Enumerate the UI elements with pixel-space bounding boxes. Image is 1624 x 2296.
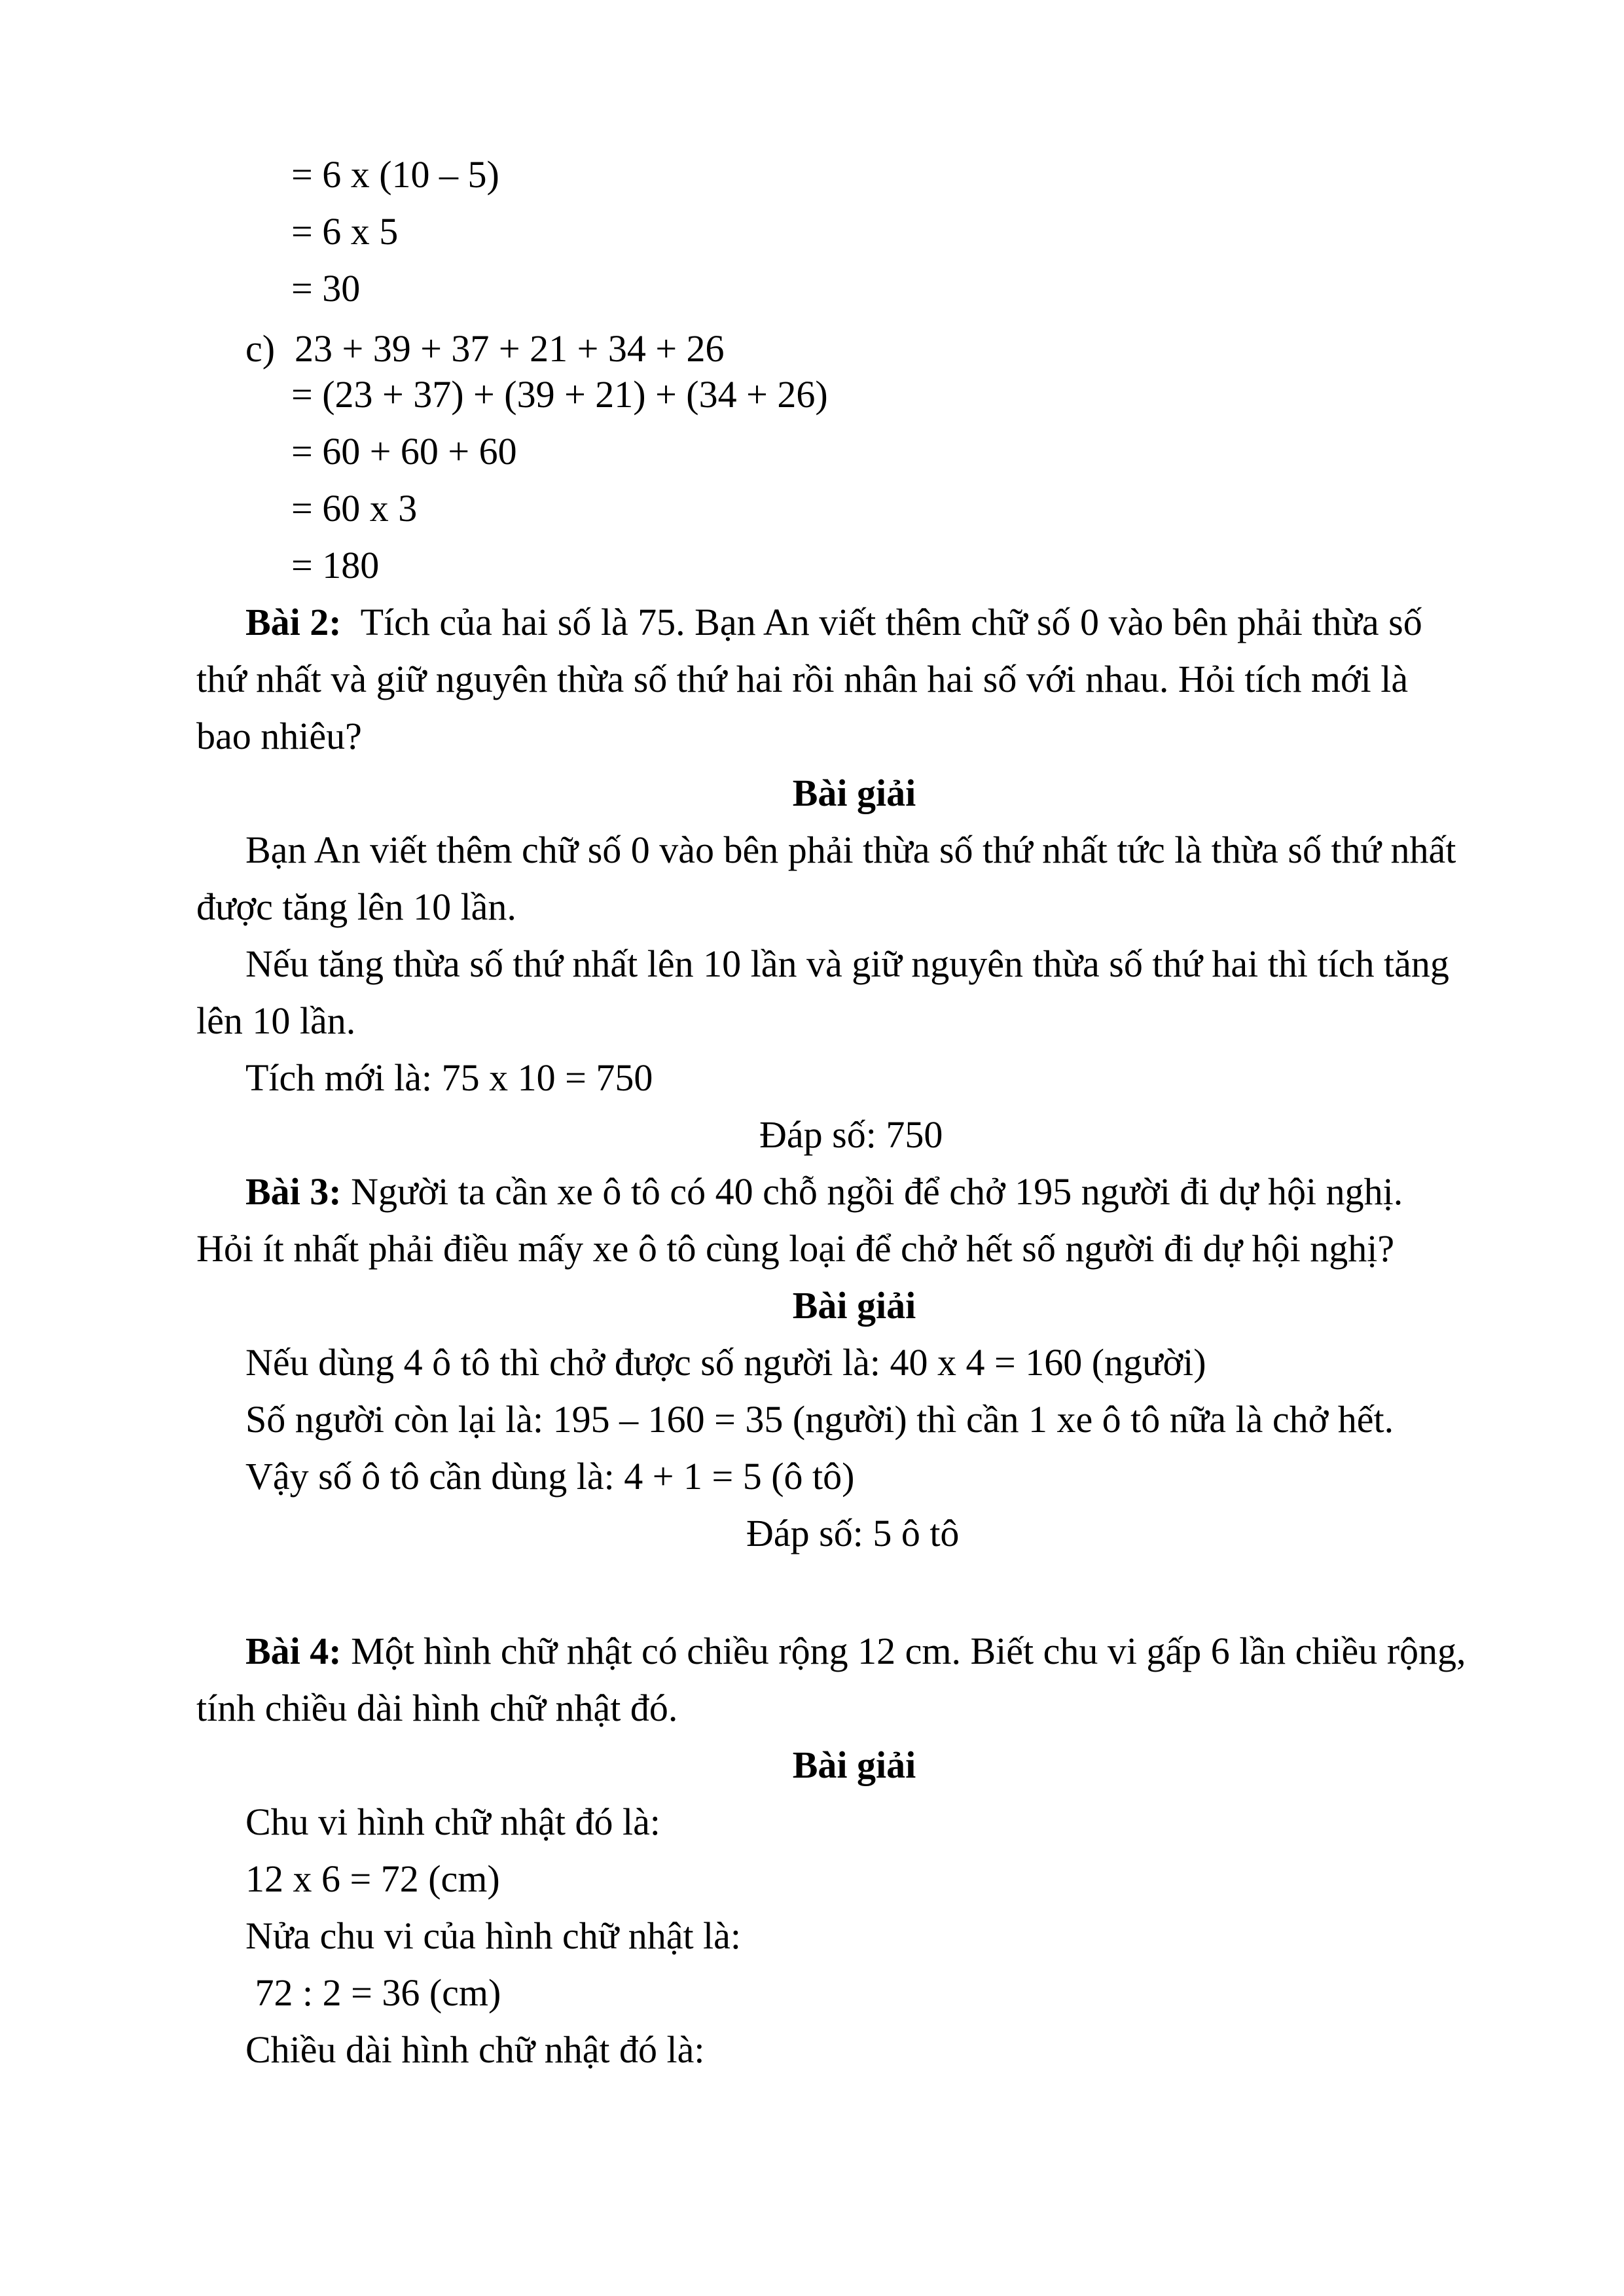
part-c-step-2: = 60 + 60 + 60	[291, 430, 517, 473]
bai3-solution-heading: Bài giải	[792, 1284, 916, 1327]
bai3-title: Bài 3:	[245, 1170, 342, 1213]
bai4-solution-line-5: Chiều dài hình chữ nhật đó là:	[245, 2028, 705, 2071]
bai4-question-line-2: tính chiều dài hình chữ nhật đó.	[196, 1687, 678, 1729]
part-b-step-1: = 6 x (10 – 5)	[291, 153, 499, 196]
bai3-solution-line-3: Vậy số ô tô cần dùng là: 4 + 1 = 5 (ô tô)	[245, 1455, 855, 1498]
bai3-question-text-1: Người ta cần xe ô tô có 40 chỗ ngồi để chở 195 người đi dự hội nghị.	[351, 1170, 1403, 1213]
bai2-solution-line-2: được tăng lên 10 lần.	[196, 886, 516, 928]
bai3-answer: Đáp số: 5 ô tô	[746, 1512, 960, 1554]
bai2-answer: Đáp số: 750	[759, 1113, 943, 1156]
part-c-step-3: = 60 x 3	[291, 487, 418, 529]
part-b-step-3: = 30	[291, 267, 361, 310]
part-c-step-4: = 180	[291, 544, 380, 586]
bai4-title: Bài 4:	[245, 1630, 342, 1672]
bai2-solution-line-4: lên 10 lần.	[196, 999, 356, 1042]
bai2-title: Bài 2:	[245, 601, 342, 643]
bai2-solution-line-1: Bạn An viết thêm chữ số 0 vào bên phải thừa số thứ nhất tức là thừa số thứ nhất	[245, 829, 1456, 871]
bai4-question-line-1	[245, 1628, 1466, 1674]
bai4-solution-line-4: 72 : 2 = 36 (cm)	[245, 1971, 501, 2014]
bai3-question-line-1	[245, 1169, 1403, 1215]
bai4-solution-line-3: Nửa chu vi của hình chữ nhật là:	[245, 1914, 742, 1957]
bai2-solution-heading: Bài giải	[792, 772, 916, 814]
part-c-step-1: = (23 + 37) + (39 + 21) + (34 + 26)	[291, 373, 828, 416]
bai3-solution-line-2: Số người còn lại là: 195 – 160 = 35 (người) thì cần 1 xe ô tô nữa là chở hết.	[245, 1398, 1394, 1441]
part-c-expression: 23 + 39 + 37 + 21 + 34 + 26	[295, 327, 725, 370]
bai2-question-line-2: thứ nhất và giữ nguyên thừa số thứ hai rồi nhân hai số với nhau. Hỏi tích mới là	[196, 658, 1409, 700]
bai2-question-text-1: Tích của hai số là 75. Bạn An viết thêm chữ số 0 vào bên phải thừa số	[360, 601, 1422, 643]
bai2-question-line-1	[245, 600, 1422, 645]
bai2-solution-line-5: Tích mới là: 75 x 10 = 750	[245, 1056, 653, 1099]
part-c-expression-line	[245, 326, 725, 372]
part-b-step-2: = 6 x 5	[291, 210, 399, 253]
part-c-label: c)	[245, 327, 276, 370]
bai3-question-line-2: Hỏi ít nhất phải điều mấy xe ô tô cùng loại để chở hết số người đi dự hội nghị?	[196, 1227, 1395, 1270]
bai4-solution-line-1: Chu vi hình chữ nhật đó là:	[245, 1801, 660, 1843]
bai4-solution-line-2: 12 x 6 = 72 (cm)	[245, 1857, 500, 1900]
bai2-solution-line-3: Nếu tăng thừa số thứ nhất lên 10 lần và giữ nguyên thừa số thứ hai thì tích tăng	[245, 942, 1449, 985]
bai4-solution-heading: Bài giải	[792, 1744, 916, 1786]
bai2-question-line-3: bao nhiêu?	[196, 715, 362, 757]
bai3-solution-line-1: Nếu dùng 4 ô tô thì chở được số người là: 40 x 4 = 160 (người)	[245, 1341, 1206, 1384]
bai4-question-text-1: Một hình chữ nhật có chiều rộng 12 cm. Biết chu vi gấp 6 lần chiều rộng,	[351, 1630, 1466, 1672]
